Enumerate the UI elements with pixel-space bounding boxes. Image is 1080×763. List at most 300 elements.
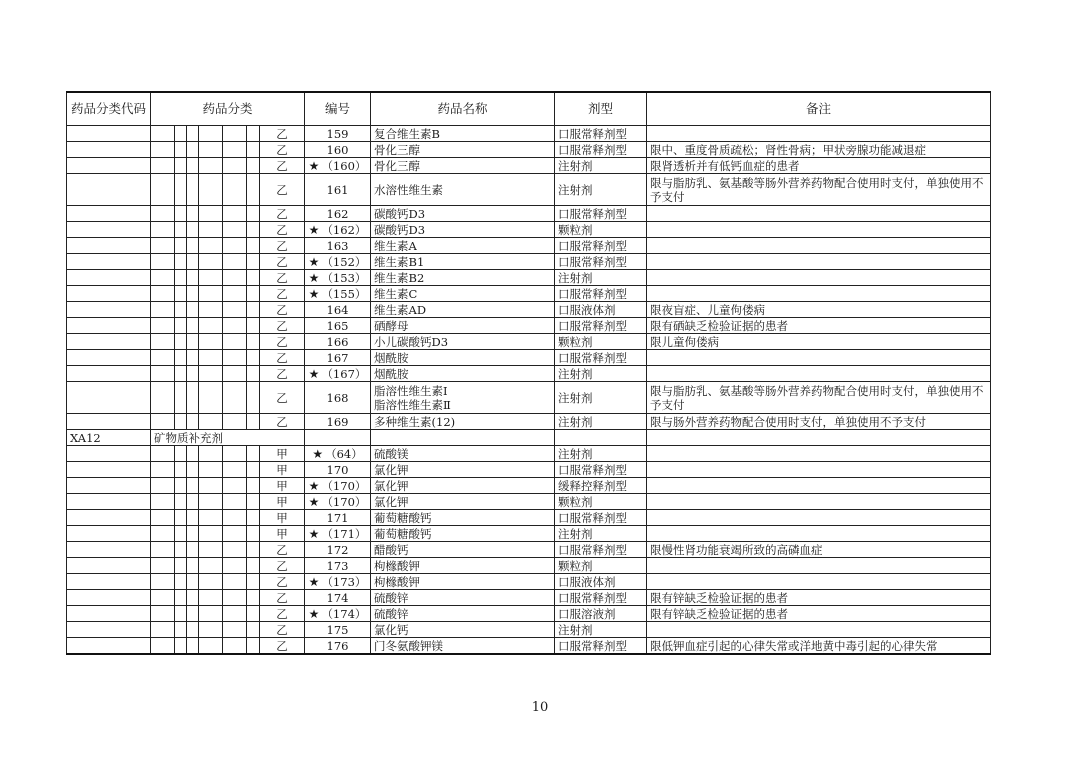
- number-text: 171: [326, 510, 349, 525]
- table-row: [67, 558, 991, 574]
- category-subcell: [187, 414, 199, 430]
- grade-cell: 甲: [260, 526, 305, 542]
- grade-cell: 乙: [260, 558, 305, 574]
- number-text: 165: [326, 318, 349, 333]
- number-cell: [305, 494, 371, 510]
- dosage-form-cell: 口服溶液剂: [555, 606, 647, 622]
- category-subcell: [199, 478, 223, 494]
- number-text: 164: [326, 302, 349, 317]
- category-subcell: [175, 254, 187, 270]
- table-row: [67, 158, 991, 174]
- category-subcell: [187, 494, 199, 510]
- category-subcell: [151, 574, 175, 590]
- group-row: [67, 430, 991, 446]
- remarks-cell: [647, 222, 991, 238]
- category-subcell: [199, 526, 223, 542]
- category-code-cell: [67, 142, 151, 158]
- table-row: [67, 142, 991, 158]
- remarks-cell: [647, 574, 991, 590]
- grade-cell: 乙: [260, 350, 305, 366]
- drug-name-cell: 多种维生素(12): [371, 414, 555, 430]
- star-icon: ★: [308, 254, 320, 269]
- category-subcell: [247, 350, 260, 366]
- grade-cell: 乙: [260, 286, 305, 302]
- category-subcell: [247, 494, 260, 510]
- remarks-cell: [647, 126, 991, 142]
- category-subcell: [223, 606, 247, 622]
- category-subcell: [223, 494, 247, 510]
- category-subcell: [199, 302, 223, 318]
- grade-cell: 乙: [260, 366, 305, 382]
- number-cell: [305, 574, 371, 590]
- remarks-cell: 限肾透析并有低钙血症的患者: [647, 158, 991, 174]
- category-subcell: [247, 206, 260, 222]
- category-code-cell: [67, 126, 151, 142]
- star-icon: ★: [308, 158, 320, 173]
- category-code-cell: [67, 558, 151, 574]
- number-cell: [305, 142, 371, 158]
- table-row: [67, 286, 991, 302]
- table-row: [67, 270, 991, 286]
- category-subcell: [175, 126, 187, 142]
- category-subcell: [223, 542, 247, 558]
- grade-cell: 乙: [260, 270, 305, 286]
- category-code-cell: [67, 446, 151, 462]
- category-subcell: [175, 414, 187, 430]
- drug-name-cell: 复合维生素B: [371, 126, 555, 142]
- category-subcell: [247, 254, 260, 270]
- category-code-cell: [67, 494, 151, 510]
- number-text: 170: [326, 462, 349, 477]
- category-subcell: [187, 318, 199, 334]
- grade-cell: 乙: [260, 414, 305, 430]
- category-subcell: [223, 334, 247, 350]
- drug-name-cell: 维生素C: [371, 286, 555, 302]
- category-subcell: [247, 638, 260, 655]
- number-cell: [305, 462, 371, 478]
- category-subcell: [187, 158, 199, 174]
- category-subcell: [223, 446, 247, 462]
- remarks-cell: [647, 254, 991, 270]
- table-row: [67, 494, 991, 510]
- dosage-form-cell: 口服常释剂型: [555, 590, 647, 606]
- category-subcell: [187, 286, 199, 302]
- remarks-cell: 限与脂肪乳、氨基酸等肠外营养药物配合使用时支付，单独使用不予支付: [647, 382, 991, 414]
- dosage-form-cell: 口服常释剂型: [555, 638, 647, 655]
- category-subcell: [247, 590, 260, 606]
- drug-name-cell: 烟酰胺: [371, 350, 555, 366]
- category-subcell: [187, 366, 199, 382]
- category-subcell: [187, 590, 199, 606]
- remarks-cell: 限慢性肾功能衰竭所致的高磷血症: [647, 542, 991, 558]
- category-subcell: [199, 158, 223, 174]
- category-subcell: [151, 414, 175, 430]
- category-subcell: [187, 574, 199, 590]
- table-row: [67, 382, 991, 414]
- category-code-cell: [67, 350, 151, 366]
- category-code-cell: [67, 366, 151, 382]
- category-code-cell: [67, 622, 151, 638]
- category-subcell: [175, 238, 187, 254]
- drug-name-cell: 枸橼酸钾: [371, 574, 555, 590]
- star-icon: ★: [308, 270, 320, 285]
- category-subcell: [199, 318, 223, 334]
- category-subcell: [223, 238, 247, 254]
- category-subcell: [175, 558, 187, 574]
- number-text: （173）: [321, 574, 367, 589]
- category-subcell: [151, 366, 175, 382]
- drug-name-cell: 烟酰胺: [371, 366, 555, 382]
- category-subcell: [223, 574, 247, 590]
- number-text: （162）: [321, 222, 367, 237]
- category-code-cell: [67, 478, 151, 494]
- category-subcell: [187, 142, 199, 158]
- number-text: 174: [326, 590, 349, 605]
- category-subcell: [151, 270, 175, 286]
- category-subcell: [223, 126, 247, 142]
- category-subcell: [247, 334, 260, 350]
- grade-cell: 乙: [260, 174, 305, 206]
- dosage-form-cell: 注射剂: [555, 366, 647, 382]
- remarks-cell: [647, 238, 991, 254]
- remarks-cell: [647, 478, 991, 494]
- number-text: 175: [326, 622, 349, 637]
- category-code-cell: [67, 382, 151, 414]
- category-subcell: [199, 206, 223, 222]
- category-subcell: [187, 606, 199, 622]
- category-code-cell: [67, 238, 151, 254]
- category-subcell: [199, 558, 223, 574]
- category-subcell: [247, 622, 260, 638]
- dosage-form-cell: 颗粒剂: [555, 558, 647, 574]
- header-dosage-form: 剂型: [555, 92, 647, 126]
- drug-name-cell: 骨化三醇: [371, 158, 555, 174]
- drug-name-cell: 碳酸钙D3: [371, 222, 555, 238]
- grade-cell: 甲: [260, 510, 305, 526]
- drug-name-cell: 门冬氨酸钾镁: [371, 638, 555, 655]
- grade-cell: 乙: [260, 638, 305, 655]
- category-subcell: [175, 382, 187, 414]
- category-subcell: [151, 526, 175, 542]
- table-row: [67, 302, 991, 318]
- category-subcell: [247, 142, 260, 158]
- category-subcell: [151, 350, 175, 366]
- grade-cell: 乙: [260, 206, 305, 222]
- category-subcell: [175, 526, 187, 542]
- remarks-cell: 限有锌缺乏检验证据的患者: [647, 590, 991, 606]
- category-code-cell: [67, 206, 151, 222]
- page-number: 10: [531, 700, 549, 715]
- category-subcell: [187, 510, 199, 526]
- star-icon: ★: [308, 286, 320, 301]
- table-row: [67, 574, 991, 590]
- number-cell: [305, 286, 371, 302]
- header-remarks: 备注: [647, 92, 991, 126]
- remarks-cell: [647, 350, 991, 366]
- category-subcell: [151, 446, 175, 462]
- category-code-cell: [67, 606, 151, 622]
- category-subcell: [223, 222, 247, 238]
- number-text: （170）: [321, 478, 367, 493]
- number-cell: [305, 238, 371, 254]
- dosage-form-cell: 缓释控释剂型: [555, 478, 647, 494]
- number-text: （153）: [321, 270, 367, 285]
- drug-name-cell: 硫酸锌: [371, 606, 555, 622]
- star-icon: ★: [308, 478, 320, 493]
- number-text: （160）: [321, 158, 367, 173]
- number-cell: [305, 318, 371, 334]
- category-subcell: [247, 574, 260, 590]
- star-icon: ★: [308, 574, 320, 589]
- category-subcell: [187, 222, 199, 238]
- dosage-form-cell: 注射剂: [555, 622, 647, 638]
- drug-name-cell: 脂溶性维生素Ⅰ 脂溶性维生素Ⅱ: [371, 382, 555, 414]
- grade-cell: 乙: [260, 222, 305, 238]
- category-subcell: [175, 158, 187, 174]
- remarks-cell: [647, 446, 991, 462]
- drug-name-cell: 葡萄糖酸钙: [371, 526, 555, 542]
- category-subcell: [151, 462, 175, 478]
- category-subcell: [247, 286, 260, 302]
- category-code-cell: [67, 270, 151, 286]
- category-subcell: [223, 510, 247, 526]
- number-cell: [305, 366, 371, 382]
- number-cell: [305, 478, 371, 494]
- number-cell: [305, 510, 371, 526]
- number-cell: [305, 270, 371, 286]
- dosage-form-cell: [555, 430, 647, 446]
- category-subcell: [187, 206, 199, 222]
- remarks-cell: [647, 622, 991, 638]
- number-cell: [305, 206, 371, 222]
- star-icon: ★: [312, 446, 324, 461]
- category-subcell: [223, 254, 247, 270]
- remarks-cell: [647, 526, 991, 542]
- number-cell: [305, 590, 371, 606]
- grade-cell: 乙: [260, 302, 305, 318]
- category-subcell: [199, 446, 223, 462]
- category-name-cell: 矿物质补充剂: [151, 430, 305, 446]
- category-subcell: [199, 462, 223, 478]
- category-subcell: [175, 542, 187, 558]
- category-subcell: [151, 382, 175, 414]
- table-row: [67, 350, 991, 366]
- category-subcell: [187, 462, 199, 478]
- category-subcell: [223, 590, 247, 606]
- category-subcell: [199, 270, 223, 286]
- grade-cell: 甲: [260, 462, 305, 478]
- number-text: （64）: [325, 446, 363, 461]
- category-subcell: [151, 302, 175, 318]
- category-subcell: [175, 302, 187, 318]
- category-subcell: [175, 638, 187, 655]
- category-subcell: [175, 574, 187, 590]
- category-subcell: [187, 238, 199, 254]
- category-subcell: [187, 478, 199, 494]
- number-cell: [305, 382, 371, 414]
- category-subcell: [199, 366, 223, 382]
- dosage-form-cell: 口服常释剂型: [555, 286, 647, 302]
- grade-cell: 乙: [260, 142, 305, 158]
- drug-name-cell: 维生素B1: [371, 254, 555, 270]
- dosage-form-cell: 注射剂: [555, 174, 647, 206]
- table-row: [67, 334, 991, 350]
- table-row: [67, 606, 991, 622]
- number-text: 159: [326, 126, 349, 141]
- category-subcell: [199, 286, 223, 302]
- table-row: [67, 638, 991, 655]
- category-subcell: [151, 622, 175, 638]
- category-subcell: [175, 206, 187, 222]
- category-code-cell: [67, 318, 151, 334]
- number-cell: [305, 414, 371, 430]
- grade-cell: 乙: [260, 254, 305, 270]
- category-subcell: [199, 142, 223, 158]
- category-code-cell: [67, 302, 151, 318]
- category-subcell: [175, 270, 187, 286]
- number-cell: [305, 350, 371, 366]
- category-subcell: [247, 302, 260, 318]
- category-code-cell: [67, 254, 151, 270]
- number-text: （167）: [321, 366, 367, 381]
- number-text: （152）: [321, 254, 367, 269]
- category-subcell: [247, 414, 260, 430]
- category-subcell: [199, 510, 223, 526]
- table-row: [67, 414, 991, 430]
- drug-name-cell: 硫酸锌: [371, 590, 555, 606]
- dosage-form-cell: 颗粒剂: [555, 334, 647, 350]
- number-text: 168: [326, 390, 349, 405]
- remarks-cell: [647, 366, 991, 382]
- category-code-cell: XA12: [67, 430, 151, 446]
- number-cell: [305, 606, 371, 622]
- table-row: [67, 126, 991, 142]
- category-subcell: [247, 174, 260, 206]
- number-cell: [305, 222, 371, 238]
- grade-cell: 乙: [260, 318, 305, 334]
- category-subcell: [223, 174, 247, 206]
- drug-name-cell: 维生素B2: [371, 270, 555, 286]
- category-subcell: [175, 174, 187, 206]
- remarks-cell: [647, 430, 991, 446]
- category-subcell: [175, 494, 187, 510]
- grade-cell: 乙: [260, 334, 305, 350]
- dosage-form-cell: 颗粒剂: [555, 222, 647, 238]
- category-subcell: [151, 158, 175, 174]
- number-text: 172: [326, 542, 349, 557]
- number-text: 162: [326, 206, 349, 221]
- category-subcell: [199, 574, 223, 590]
- remarks-cell: 限与肠外营养药物配合使用时支付，单独使用不予支付: [647, 414, 991, 430]
- category-subcell: [151, 606, 175, 622]
- category-subcell: [175, 350, 187, 366]
- category-subcell: [199, 590, 223, 606]
- remarks-cell: [647, 462, 991, 478]
- drug-name-cell: 碳酸钙D3: [371, 206, 555, 222]
- table-row: [67, 174, 991, 206]
- dosage-form-cell: 口服常释剂型: [555, 350, 647, 366]
- drug-name-cell: 醋酸钙: [371, 542, 555, 558]
- grade-cell: 乙: [260, 126, 305, 142]
- dosage-form-cell: 口服常释剂型: [555, 126, 647, 142]
- grade-cell: 乙: [260, 574, 305, 590]
- category-subcell: [151, 494, 175, 510]
- table-row: [67, 318, 991, 334]
- table-row: [67, 366, 991, 382]
- dosage-form-cell: 注射剂: [555, 414, 647, 430]
- remarks-cell: 限低钾血症引起的心律失常或洋地黄中毒引起的心律失常: [647, 638, 991, 655]
- category-subcell: [175, 590, 187, 606]
- number-cell: [305, 126, 371, 142]
- table-row: [67, 622, 991, 638]
- dosage-form-cell: 口服液体剂: [555, 302, 647, 318]
- category-subcell: [223, 526, 247, 542]
- category-subcell: [187, 542, 199, 558]
- category-subcell: [223, 638, 247, 655]
- category-subcell: [247, 446, 260, 462]
- category-subcell: [187, 126, 199, 142]
- category-subcell: [199, 334, 223, 350]
- category-subcell: [187, 254, 199, 270]
- remarks-cell: 限儿童佝偻病: [647, 334, 991, 350]
- category-subcell: [247, 126, 260, 142]
- remarks-cell: 限夜盲症、儿童佝偻病: [647, 302, 991, 318]
- table-row: [67, 542, 991, 558]
- category-subcell: [247, 542, 260, 558]
- category-subcell: [199, 174, 223, 206]
- category-subcell: [187, 526, 199, 542]
- number-cell: [305, 558, 371, 574]
- grade-cell: 乙: [260, 382, 305, 414]
- category-subcell: [223, 622, 247, 638]
- category-subcell: [151, 286, 175, 302]
- category-code-cell: [67, 590, 151, 606]
- category-subcell: [151, 542, 175, 558]
- category-subcell: [223, 366, 247, 382]
- category-subcell: [223, 414, 247, 430]
- number-cell: [305, 430, 371, 446]
- number-text: 167: [326, 350, 349, 365]
- category-subcell: [199, 542, 223, 558]
- remarks-cell: 限与脂肪乳、氨基酸等肠外营养药物配合使用时支付，单独使用不予支付: [647, 174, 991, 206]
- number-cell: [305, 254, 371, 270]
- number-text: （171）: [321, 526, 367, 541]
- table-row: [67, 206, 991, 222]
- category-code-cell: [67, 286, 151, 302]
- dosage-form-cell: 口服常释剂型: [555, 542, 647, 558]
- number-cell: [305, 302, 371, 318]
- category-subcell: [199, 414, 223, 430]
- category-subcell: [151, 478, 175, 494]
- category-subcell: [187, 174, 199, 206]
- category-subcell: [247, 318, 260, 334]
- category-subcell: [151, 222, 175, 238]
- grade-cell: 乙: [260, 158, 305, 174]
- category-subcell: [247, 558, 260, 574]
- category-subcell: [247, 382, 260, 414]
- star-icon: ★: [308, 366, 320, 381]
- category-subcell: [151, 590, 175, 606]
- dosage-form-cell: 口服常释剂型: [555, 142, 647, 158]
- category-code-cell: [67, 414, 151, 430]
- table-row: [67, 254, 991, 270]
- category-subcell: [223, 478, 247, 494]
- category-subcell: [223, 286, 247, 302]
- dosage-form-cell: 颗粒剂: [555, 494, 647, 510]
- category-subcell: [187, 270, 199, 286]
- star-icon: ★: [308, 494, 320, 509]
- dosage-form-cell: 口服常释剂型: [555, 254, 647, 270]
